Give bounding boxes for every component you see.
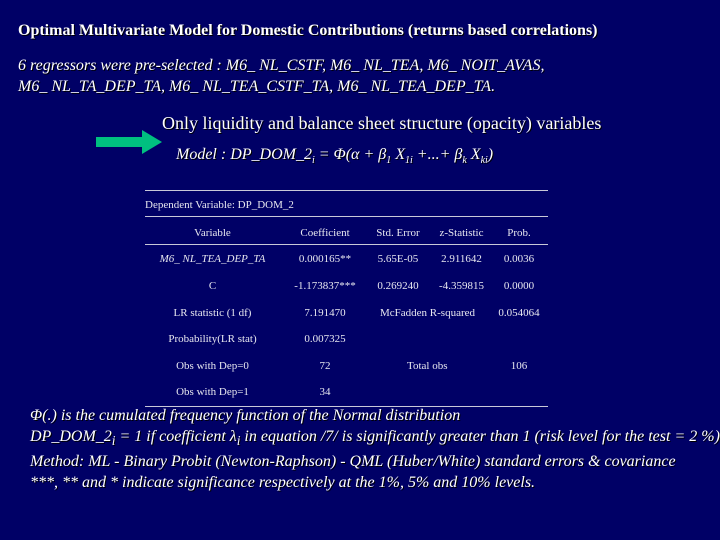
table-cell: M6_ NL_TEA_DEP_TA [159,253,266,265]
model-xk: X [466,146,481,163]
note-method: Method: ML - Binary Probit (Newton-Raphson) - QML (Huber/White) standard errors & covariance [30,453,676,471]
note-def-c: in equation /7/ is significantly greater than 1 (risk level for the test = 2 %) [240,428,720,445]
model-x1: X [391,146,405,163]
slide-title: Optimal Multivariate Model for Domestic Contributions (returns based correlations) [18,22,598,39]
intro-line-1: 6 regressors were pre-selected : M6_ NL_CSTF, M6_ NL_TEA, M6_ NOIT_AVAS, [18,57,545,74]
model-sub-ki: ki [480,155,488,167]
table-top-rule [145,190,548,191]
intro-text [18,55,708,97]
table-rule [145,244,548,245]
model-dots: +...+ β [412,146,463,163]
header-prob: Prob. [507,227,531,239]
mcfadden-value: 0.054064 [498,307,540,319]
model-formula [176,146,493,166]
table-cell: 0.0000 [503,280,535,292]
table-cell: -4.359815 [439,280,484,292]
note-def-a: DP_DOM_2 [30,428,112,445]
obs-dep1-label: Obs with Dep=1 [176,386,249,398]
regression-table [145,196,548,411]
model-middle: = Φ(α + β [314,146,387,163]
obs-dep1-value: 34 [319,386,331,398]
model-sub-k: k [462,155,467,167]
lr-statistic-value: 7.191470 [304,307,346,319]
table-cell: C [208,280,217,292]
model-sub-i: i [311,155,315,167]
obs-dep0-value: 72 [319,360,331,372]
table-rule [145,216,548,217]
notes [30,405,720,493]
note-phi: Φ(.) is the cumulated frequency function of the Normal distribution [30,407,461,424]
table-cell: -1.173837*** [294,280,356,292]
dependent-variable-label: Dependent Variable: DP_DOM_2 [145,199,294,211]
lr-statistic-label: LR statistic (1 df) [173,307,252,319]
note-significance: ***, ** and * indicate significance respectively at the 1%, 5% and 10% levels. [30,474,536,492]
model-prefix: Model : DP_DOM_2 [176,146,312,163]
header-variable: Variable [194,227,231,239]
model-sub-1: 1 [386,155,392,167]
note-def-sub-i2: i [236,433,241,449]
table-cell: 2.911642 [441,253,482,265]
header-z-statistic: z-Statistic [439,227,484,239]
model-sub-1i: 1i [405,155,413,167]
subtitle: Only liquidity and balance sheet structure (opacity) variables [162,113,602,133]
note-def-sub-i: i [111,433,116,449]
header-coefficient: Coefficient [300,227,350,239]
total-obs-label: Total obs [407,360,448,372]
note-def-b: = 1 if coefficient λ [115,428,237,445]
header-std-error: Std. Error [376,227,420,239]
table-cell: 5.65E-05 [377,253,419,265]
table-cell: 0.0036 [503,253,535,265]
total-obs-value: 106 [510,360,528,372]
note-definition [30,426,720,451]
right-arrow-icon [96,130,162,154]
probability-label: Probability(LR stat) [168,333,257,345]
model-end: ) [487,146,494,163]
table-cell: 0.000165** [298,253,352,265]
obs-dep0-label: Obs with Dep=0 [176,360,249,372]
intro-line-2: M6_ NL_TA_DEP_TA, M6_ NL_TEA_CSTF_TA, M6_ NL_TEA_DEP_TA. [18,78,496,95]
probability-value: 0.007325 [304,333,346,345]
mcfadden-label: McFadden R-squared [380,307,476,319]
table-cell: 0.269240 [377,280,419,292]
